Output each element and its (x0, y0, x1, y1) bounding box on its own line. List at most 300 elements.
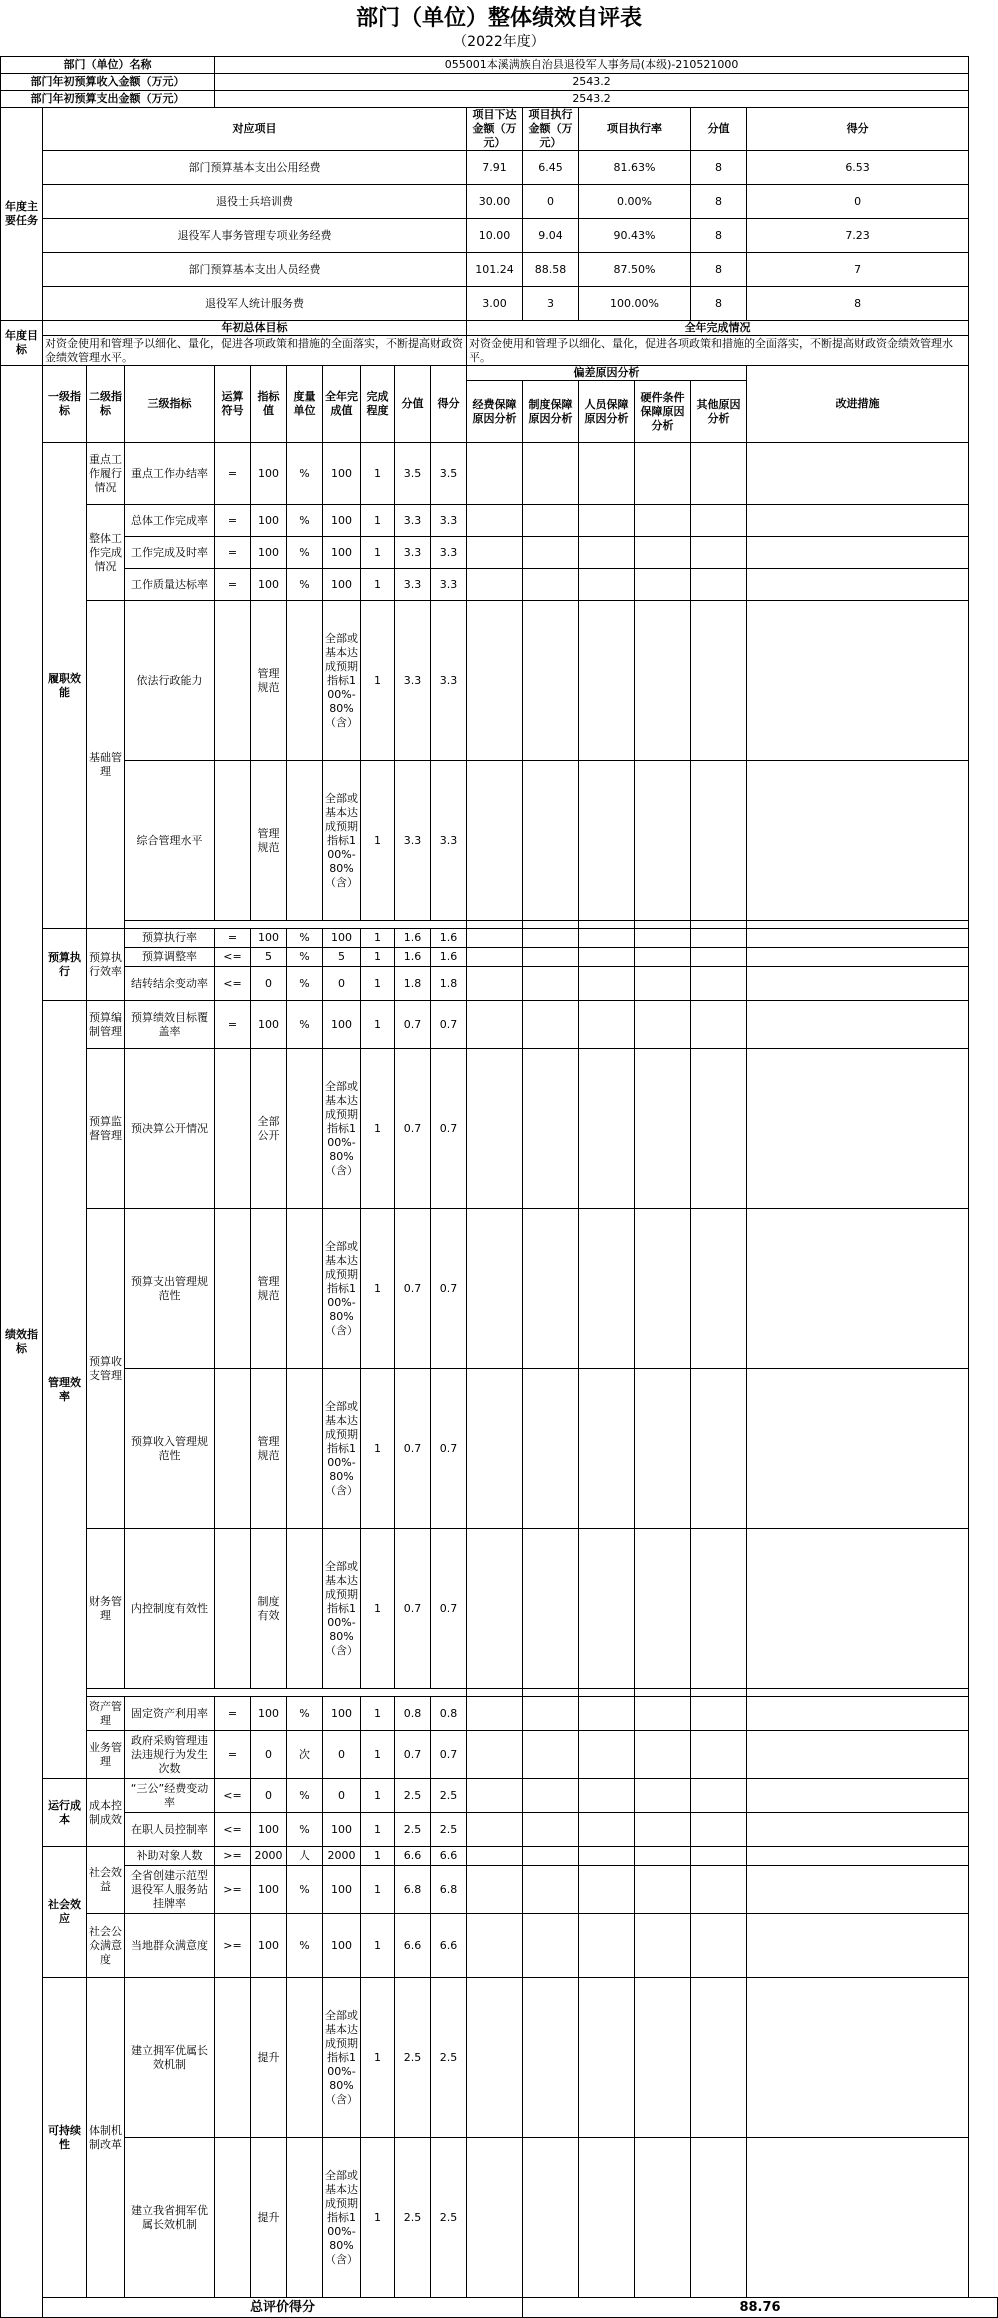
task-header: 项目执行率 (579, 108, 691, 151)
ind-actual: 100 (323, 569, 361, 601)
ind-actual: 全部或基本达成预期指标100%-80%（含） (323, 1529, 361, 1689)
total-value: 88.76 (523, 2298, 998, 2318)
ind-unit (287, 1049, 323, 1209)
ind-header: 得分 (431, 366, 467, 443)
dev-cell (523, 929, 579, 948)
level1-cell: 预算执行 (43, 929, 87, 1001)
dev-cell (523, 1209, 579, 1369)
dev-cell (691, 921, 747, 929)
dev-cell (467, 1914, 523, 1978)
ind-op (215, 1209, 251, 1369)
ind-op (215, 1049, 251, 1209)
dev-cell (467, 1779, 523, 1813)
dev-cell (523, 601, 579, 761)
improve-cell (747, 1529, 969, 1689)
ind-target: 100 (251, 1001, 287, 1049)
dev-cell (467, 1731, 523, 1779)
ind-actual: 2000 (323, 1847, 361, 1866)
dev-cell (691, 1779, 747, 1813)
ind-unit: % (287, 967, 323, 1001)
goal-actual-text: 对资金使用和管理予以细化、量化，促进各项政策和措施的全面落实，不断提高财政资金绩效管理水平。 (467, 336, 969, 366)
level2-cell: 业务管理 (87, 1731, 125, 1779)
dev-cell (635, 1779, 691, 1813)
dev-cell (691, 1731, 747, 1779)
ind-header: 分值 (395, 366, 431, 443)
ind-degree: 1 (361, 1369, 395, 1529)
total-row (1, 2298, 998, 2318)
dev-cell (635, 1847, 691, 1866)
ind-unit: 次 (287, 1731, 323, 1779)
ind-name: 建立我省拥军优属长效机制 (125, 2138, 215, 2298)
dev-cell (523, 1731, 579, 1779)
task-executed: 3 (523, 287, 579, 321)
dev-cell (635, 1369, 691, 1529)
indicator-row (1, 761, 998, 921)
ind-score: 3.3 (431, 505, 467, 537)
ind-degree: 1 (361, 1001, 395, 1049)
deviation-label: 偏差原因分析 (467, 366, 747, 381)
dev-cell (579, 569, 635, 601)
dev-cell (635, 1697, 691, 1731)
task-score-max: 8 (691, 219, 747, 253)
ind-unit: % (287, 1914, 323, 1978)
indicator-row (1, 1001, 998, 1049)
ind-score-max: 6.6 (395, 1847, 431, 1866)
ind-score-max: 2.5 (395, 1813, 431, 1847)
ind-degree: 1 (361, 505, 395, 537)
level2-cell: 预算编制管理 (87, 1001, 125, 1049)
ind-score: 0.7 (431, 1529, 467, 1689)
dev-cell (691, 929, 747, 948)
dev-cell (691, 1049, 747, 1209)
improve-cell (747, 505, 969, 537)
dev-cell (635, 1731, 691, 1779)
ind-actual: 0 (323, 1779, 361, 1813)
ind-header: 二级指标 (87, 366, 125, 443)
ind-op: <= (215, 1813, 251, 1847)
indicator-row (1, 1813, 998, 1847)
dev-cell (691, 569, 747, 601)
ind-target: 提升 (251, 2138, 287, 2298)
ind-actual: 100 (323, 1813, 361, 1847)
indicator-row (1, 1731, 998, 1779)
dev-header: 其他原因分析 (691, 381, 747, 443)
ind-degree: 1 (361, 1779, 395, 1813)
expense-row (1, 91, 998, 108)
dev-cell (579, 505, 635, 537)
income-label: 部门年初预算收入金额（万元） (1, 74, 215, 91)
task-score-max: 8 (691, 287, 747, 321)
task-rate: 100.00% (579, 287, 691, 321)
ind-score-max: 0.7 (395, 1209, 431, 1369)
indicator-row (1, 1209, 998, 1369)
ind-target: 管理规范 (251, 761, 287, 921)
dev-cell (579, 1369, 635, 1529)
ind-header: 运算符号 (215, 366, 251, 443)
perf-side-label: 绩效指标 (1, 366, 43, 2318)
ind-actual: 全部或基本达成预期指标100%-80%（含） (323, 601, 361, 761)
ind-score-max: 3.5 (395, 443, 431, 505)
ind-degree: 1 (361, 1914, 395, 1978)
ind-name: 预算绩效目标覆盖率 (125, 1001, 215, 1049)
dev-header: 硬件条件保障原因分析 (635, 381, 691, 443)
ind-score-max: 3.3 (395, 761, 431, 921)
level2-cell: 成本控制成效 (87, 1779, 125, 1847)
level1-cell: 社会效应 (43, 1847, 87, 1978)
task-side-label: 年度主要任务 (1, 108, 43, 321)
level2-cell: 预算执行效率 (87, 929, 125, 1001)
ind-actual: 100 (323, 1001, 361, 1049)
ind-score: 6.8 (431, 1866, 467, 1914)
task-score: 7.23 (747, 219, 969, 253)
indicator-row (1, 967, 998, 1001)
level2-cell: 体制机制改革 (87, 1978, 125, 2298)
indicator-row (1, 1369, 998, 1529)
ind-header: 完成程度 (361, 366, 395, 443)
dev-cell (467, 505, 523, 537)
dev-cell (523, 2138, 579, 2298)
ind-degree: 1 (361, 1049, 395, 1209)
ind-op: >= (215, 1866, 251, 1914)
level1-cell: 履职效能 (43, 443, 87, 929)
ind-target: 100 (251, 1813, 287, 1847)
ind-unit (287, 1978, 323, 2138)
ind-degree: 1 (361, 2138, 395, 2298)
dev-cell (579, 1978, 635, 2138)
dev-cell (523, 1689, 579, 1697)
income-value: 2543.2 (215, 74, 969, 91)
ind-op: = (215, 443, 251, 505)
ind-op: = (215, 929, 251, 948)
dev-cell (523, 443, 579, 505)
ind-actual: 100 (323, 929, 361, 948)
ind-score-max: 1.6 (395, 929, 431, 948)
ind-name: 结转结余变动率 (125, 967, 215, 1001)
ind-degree: 1 (361, 1978, 395, 2138)
ind-target: 制度有效 (251, 1529, 287, 1689)
ind-score: 2.5 (431, 1779, 467, 1813)
dev-cell (523, 537, 579, 569)
ind-unit (287, 761, 323, 921)
ind-score: 3.3 (431, 601, 467, 761)
dev-header: 制度保障原因分析 (523, 381, 579, 443)
ind-unit (287, 1369, 323, 1529)
dev-cell (691, 1697, 747, 1731)
dev-cell (467, 1697, 523, 1731)
income-row (1, 74, 998, 91)
dev-cell (467, 443, 523, 505)
spacer-row (1, 921, 998, 929)
improve-cell (747, 2138, 969, 2298)
ind-header: 一级指标 (43, 366, 87, 443)
ind-target: 0 (251, 1779, 287, 1813)
dev-cell (635, 1529, 691, 1689)
dev-cell (467, 1369, 523, 1529)
ind-unit (287, 2138, 323, 2298)
level1-cell: 运行成本 (43, 1779, 87, 1847)
ind-degree: 1 (361, 761, 395, 921)
ind-unit: % (287, 537, 323, 569)
ind-op: >= (215, 1914, 251, 1978)
improve-cell (747, 948, 969, 967)
indicator-row (1, 929, 998, 948)
improve-cell (747, 569, 969, 601)
indicator-header-row (1, 366, 998, 381)
dev-cell (579, 1914, 635, 1978)
improve-cell (747, 967, 969, 1001)
ind-degree: 1 (361, 967, 395, 1001)
ind-target: 提升 (251, 1978, 287, 2138)
dev-cell (691, 505, 747, 537)
ind-target: 100 (251, 1914, 287, 1978)
ind-actual: 100 (323, 1697, 361, 1731)
improve-cell (747, 1369, 969, 1529)
ind-op: >= (215, 1847, 251, 1866)
ind-score: 3.3 (431, 761, 467, 921)
task-executed: 88.58 (523, 253, 579, 287)
dev-cell (691, 1209, 747, 1369)
ind-op: = (215, 1731, 251, 1779)
dev-cell (467, 1813, 523, 1847)
ind-unit: % (287, 948, 323, 967)
dev-cell (579, 601, 635, 761)
goal-actual-label: 全年完成情况 (467, 321, 969, 336)
ind-name: 内控制度有效性 (125, 1529, 215, 1689)
dev-cell (691, 1847, 747, 1866)
dev-cell (467, 1529, 523, 1689)
ind-score: 3.3 (431, 537, 467, 569)
ind-name: 预决算公开情况 (125, 1049, 215, 1209)
ind-score-max: 2.5 (395, 2138, 431, 2298)
ind-target: 100 (251, 505, 287, 537)
dev-cell (691, 601, 747, 761)
dev-cell (635, 1978, 691, 2138)
dev-header: 经费保障原因分析 (467, 381, 523, 443)
ind-name: 全省创建示范型退役军人服务站挂牌率 (125, 1866, 215, 1914)
ind-score: 1.8 (431, 967, 467, 1001)
dev-cell (579, 1866, 635, 1914)
ind-score-max: 0.7 (395, 1001, 431, 1049)
dept-label: 部门（单位）名称 (1, 57, 215, 74)
dev-cell (467, 601, 523, 761)
dev-cell (635, 967, 691, 1001)
ind-degree: 1 (361, 601, 395, 761)
dev-cell (579, 1697, 635, 1731)
ind-header: 全年完成值 (323, 366, 361, 443)
indicator-row (1, 505, 998, 537)
dev-cell (523, 967, 579, 1001)
dev-cell (579, 921, 635, 929)
dev-cell (579, 1813, 635, 1847)
indicator-row (1, 537, 998, 569)
ind-degree: 1 (361, 1529, 395, 1689)
ind-unit: % (287, 505, 323, 537)
dev-cell (635, 537, 691, 569)
ind-score-max: 3.3 (395, 537, 431, 569)
ind-actual: 全部或基本达成预期指标100%-80%（含） (323, 761, 361, 921)
dev-cell (635, 921, 691, 929)
improve-cell (747, 1689, 969, 1697)
task-rate: 0.00% (579, 185, 691, 219)
ind-unit: 人 (287, 1847, 323, 1866)
dev-cell (467, 1689, 523, 1697)
dept-value: 055001本溪满族自治县退役军人事务局(本级)-210521000 (215, 57, 969, 74)
ind-target: 100 (251, 1866, 287, 1914)
task-budget: 3.00 (467, 287, 523, 321)
dev-cell (635, 761, 691, 921)
level2-cell: 社会公众满意度 (87, 1914, 125, 1978)
dev-cell (691, 761, 747, 921)
dev-cell (523, 1001, 579, 1049)
indicator-row (1, 443, 998, 505)
ind-actual: 100 (323, 537, 361, 569)
level2-cell: 重点工作履行情况 (87, 443, 125, 505)
page-subtitle: （2022年度） (453, 34, 545, 50)
ind-target: 管理规范 (251, 1369, 287, 1529)
task-row (1, 253, 998, 287)
dev-cell (635, 1049, 691, 1209)
indicator-row (1, 948, 998, 967)
dev-cell (635, 569, 691, 601)
dev-cell (691, 948, 747, 967)
dept-row (1, 57, 998, 74)
ind-name: 预算执行率 (125, 929, 215, 948)
dev-cell (467, 761, 523, 921)
dev-cell (691, 1866, 747, 1914)
goal-plan-text: 对资金使用和管理予以细化、量化，促进各项政策和措施的全面落实，不断提高财政资金绩效管理水平。 (43, 336, 467, 366)
ind-score: 2.5 (431, 1978, 467, 2138)
dev-cell (579, 1529, 635, 1689)
ind-degree: 1 (361, 929, 395, 948)
dev-cell (523, 1813, 579, 1847)
dev-cell (467, 1866, 523, 1914)
level2-cell: 基础管理 (87, 601, 125, 929)
dev-cell (635, 443, 691, 505)
ind-degree: 1 (361, 1866, 395, 1914)
dev-cell (467, 2138, 523, 2298)
dev-cell (467, 569, 523, 601)
indicator-row (1, 2138, 998, 2298)
dev-cell (467, 967, 523, 1001)
ind-score-max: 0.7 (395, 1529, 431, 1689)
improve-cell (747, 1731, 969, 1779)
level2-cell: 预算监督管理 (87, 1049, 125, 1209)
level1-cell: 管理效率 (43, 1001, 87, 1779)
ind-op: = (215, 505, 251, 537)
dev-cell (467, 948, 523, 967)
dev-cell (691, 1914, 747, 1978)
ind-score-max: 0.7 (395, 1369, 431, 1529)
ind-target: 管理规范 (251, 601, 287, 761)
improve-cell (747, 1779, 969, 1813)
task-header: 项目下达金额（万元） (467, 108, 523, 151)
ind-name: 政府采购管理违法违规行为发生次数 (125, 1731, 215, 1779)
ind-actual: 全部或基本达成预期指标100%-80%（含） (323, 1369, 361, 1529)
dev-cell (579, 1847, 635, 1866)
dev-cell (523, 1914, 579, 1978)
indicator-row (1, 1049, 998, 1209)
task-project: 退役军人统计服务费 (43, 287, 467, 321)
task-score: 8 (747, 287, 969, 321)
expense-label: 部门年初预算支出金额（万元） (1, 91, 215, 108)
ind-target: 管理规范 (251, 1209, 287, 1369)
dev-cell (523, 569, 579, 601)
ind-score-max: 0.7 (395, 1731, 431, 1779)
ind-degree: 1 (361, 1731, 395, 1779)
dev-cell (691, 2138, 747, 2298)
ind-unit: % (287, 1813, 323, 1847)
ind-name: 补助对象人数 (125, 1847, 215, 1866)
dev-cell (467, 1847, 523, 1866)
ind-op: = (215, 1697, 251, 1731)
task-score: 6.53 (747, 151, 969, 185)
ind-target: 100 (251, 929, 287, 948)
ind-score: 0.7 (431, 1731, 467, 1779)
page-header (0, 0, 998, 56)
improve-label: 改进措施 (747, 366, 969, 443)
ind-actual: 100 (323, 505, 361, 537)
ind-degree: 1 (361, 1697, 395, 1731)
improve-cell (747, 761, 969, 921)
task-header: 分值 (691, 108, 747, 151)
task-budget: 30.00 (467, 185, 523, 219)
ind-name: 依法行政能力 (125, 601, 215, 761)
ind-actual: 0 (323, 967, 361, 1001)
task-header: 对应项目 (43, 108, 467, 151)
improve-cell (747, 1847, 969, 1866)
dev-cell (579, 761, 635, 921)
goal-side-label: 年度目标 (1, 321, 43, 366)
task-row (1, 151, 998, 185)
ind-degree: 1 (361, 1813, 395, 1847)
dev-cell (691, 1813, 747, 1847)
improve-cell (747, 537, 969, 569)
task-score: 0 (747, 185, 969, 219)
ind-op: = (215, 569, 251, 601)
task-project: 退役军人事务管理专项业务经费 (43, 219, 467, 253)
goal-plan-label: 年初总体目标 (43, 321, 467, 336)
ind-score-max: 0.8 (395, 1697, 431, 1731)
ind-target: 0 (251, 1731, 287, 1779)
dev-cell (523, 505, 579, 537)
level2-cell: 资产管理 (87, 1697, 125, 1731)
task-project: 部门预算基本支出人员经费 (43, 253, 467, 287)
task-header-row (1, 108, 998, 151)
indicator-row (1, 601, 998, 761)
evaluation-table (0, 56, 998, 2318)
task-rate: 87.50% (579, 253, 691, 287)
dev-cell (523, 1369, 579, 1529)
indicator-row (1, 1779, 998, 1813)
ind-score: 1.6 (431, 948, 467, 967)
dev-cell (635, 1209, 691, 1369)
task-score-max: 8 (691, 151, 747, 185)
dev-cell (691, 443, 747, 505)
dev-cell (635, 505, 691, 537)
ind-header: 度量单位 (287, 366, 323, 443)
indicator-row (1, 1847, 998, 1866)
ind-target: 100 (251, 537, 287, 569)
spacer-row (1, 1689, 998, 1697)
level2-cell: 整体工作完成情况 (87, 505, 125, 601)
ind-target: 2000 (251, 1847, 287, 1866)
ind-score: 6.6 (431, 1914, 467, 1978)
ind-score-max: 1.6 (395, 948, 431, 967)
dev-cell (523, 1529, 579, 1689)
dev-cell (635, 1866, 691, 1914)
ind-unit: % (287, 929, 323, 948)
ind-unit (287, 601, 323, 761)
